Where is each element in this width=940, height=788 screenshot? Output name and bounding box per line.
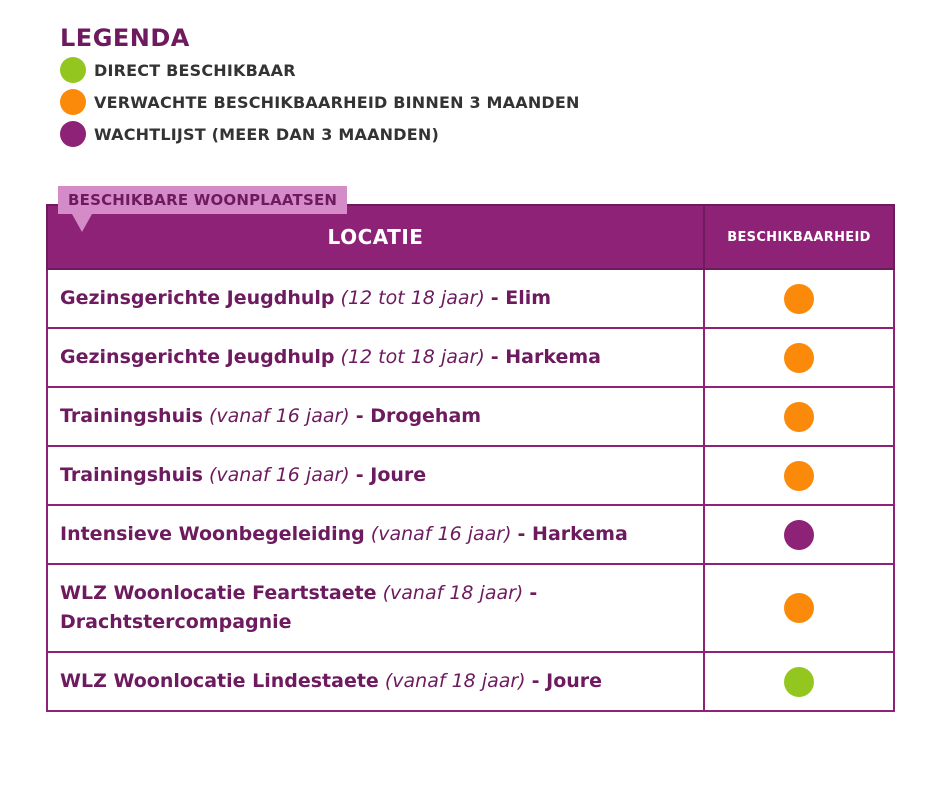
legend-label: VERWACHTE BESCHIKBAARHEID BINNEN 3 MAANDEN [94, 92, 580, 112]
availability-cell [704, 387, 894, 446]
location-name: Trainingshuis [60, 405, 203, 427]
availability-cell [704, 652, 894, 711]
availability-cell [704, 564, 894, 652]
status-dot-icon [784, 402, 814, 432]
location-cell [47, 269, 704, 328]
location-name: Trainingshuis [60, 464, 203, 486]
age-range: (vanaf 16 jaar) [208, 405, 350, 427]
table-row [47, 387, 894, 446]
section-tag: BESCHIKBARE WOONPLAATSEN [58, 186, 347, 214]
age-range: (vanaf 16 jaar) [370, 523, 512, 545]
status-dot-icon [784, 593, 814, 623]
table-row [47, 505, 894, 564]
status-dot-icon [784, 343, 814, 373]
location-place: - Joure [355, 464, 427, 486]
location-cell [47, 328, 704, 387]
availability-cell [704, 269, 894, 328]
age-range: (12 tot 18 jaar) [340, 287, 485, 309]
status-dot-icon [784, 461, 814, 491]
location-name: Gezinsgerichte Jeugdhulp [60, 287, 335, 309]
location-name: Gezinsgerichte Jeugdhulp [60, 346, 335, 368]
age-range: (12 tot 18 jaar) [340, 346, 485, 368]
location-place: - Drachtstercompagnie [60, 582, 538, 633]
legend-item-available [60, 54, 580, 86]
location-cell [47, 446, 704, 505]
location-place: - Drogeham [355, 405, 482, 427]
location-place: - Harkema [517, 523, 628, 545]
orange-dot-icon [60, 89, 86, 115]
age-range: (vanaf 18 jaar) [384, 670, 526, 692]
location-cell [47, 505, 704, 564]
availability-table [46, 204, 895, 712]
availability-cell [704, 446, 894, 505]
location-name: WLZ Woonlocatie Feartstaete [60, 582, 377, 604]
table-row [47, 652, 894, 711]
status-dot-icon [784, 520, 814, 550]
legend [60, 22, 580, 150]
green-dot-icon [60, 57, 86, 83]
legend-title: LEGENDA [60, 24, 190, 52]
header-location: LOCATIE [47, 205, 704, 269]
location-name: Intensieve Woonbegeleiding [60, 523, 365, 545]
status-dot-icon [784, 284, 814, 314]
location-name: WLZ Woonlocatie Lindestaete [60, 670, 379, 692]
location-place: - Harkema [490, 346, 602, 368]
table-row [47, 446, 894, 505]
tag-pointer [72, 214, 92, 232]
availability-cell [704, 505, 894, 564]
table-row [47, 269, 894, 328]
legend-label: DIRECT BESCHIKBAAR [94, 60, 296, 80]
location-place: - Joure [531, 670, 603, 692]
location-cell [47, 387, 704, 446]
location-place: - Elim [490, 287, 552, 309]
status-dot-icon [784, 667, 814, 697]
age-range: (vanaf 16 jaar) [208, 464, 350, 486]
legend-item-waitlist [60, 118, 580, 150]
legend-item-expected [60, 86, 580, 118]
location-cell [47, 652, 704, 711]
header-availability: BESCHIKBAARHEID [704, 205, 894, 269]
table-header-row [47, 205, 894, 269]
availability-cell [704, 328, 894, 387]
table-row [47, 564, 894, 652]
legend-label: WACHTLIJST (MEER DAN 3 MAANDEN) [94, 124, 439, 144]
age-range: (vanaf 18 jaar) [382, 582, 524, 604]
purple-dot-icon [60, 121, 86, 147]
table-row [47, 328, 894, 387]
location-cell [47, 564, 704, 652]
